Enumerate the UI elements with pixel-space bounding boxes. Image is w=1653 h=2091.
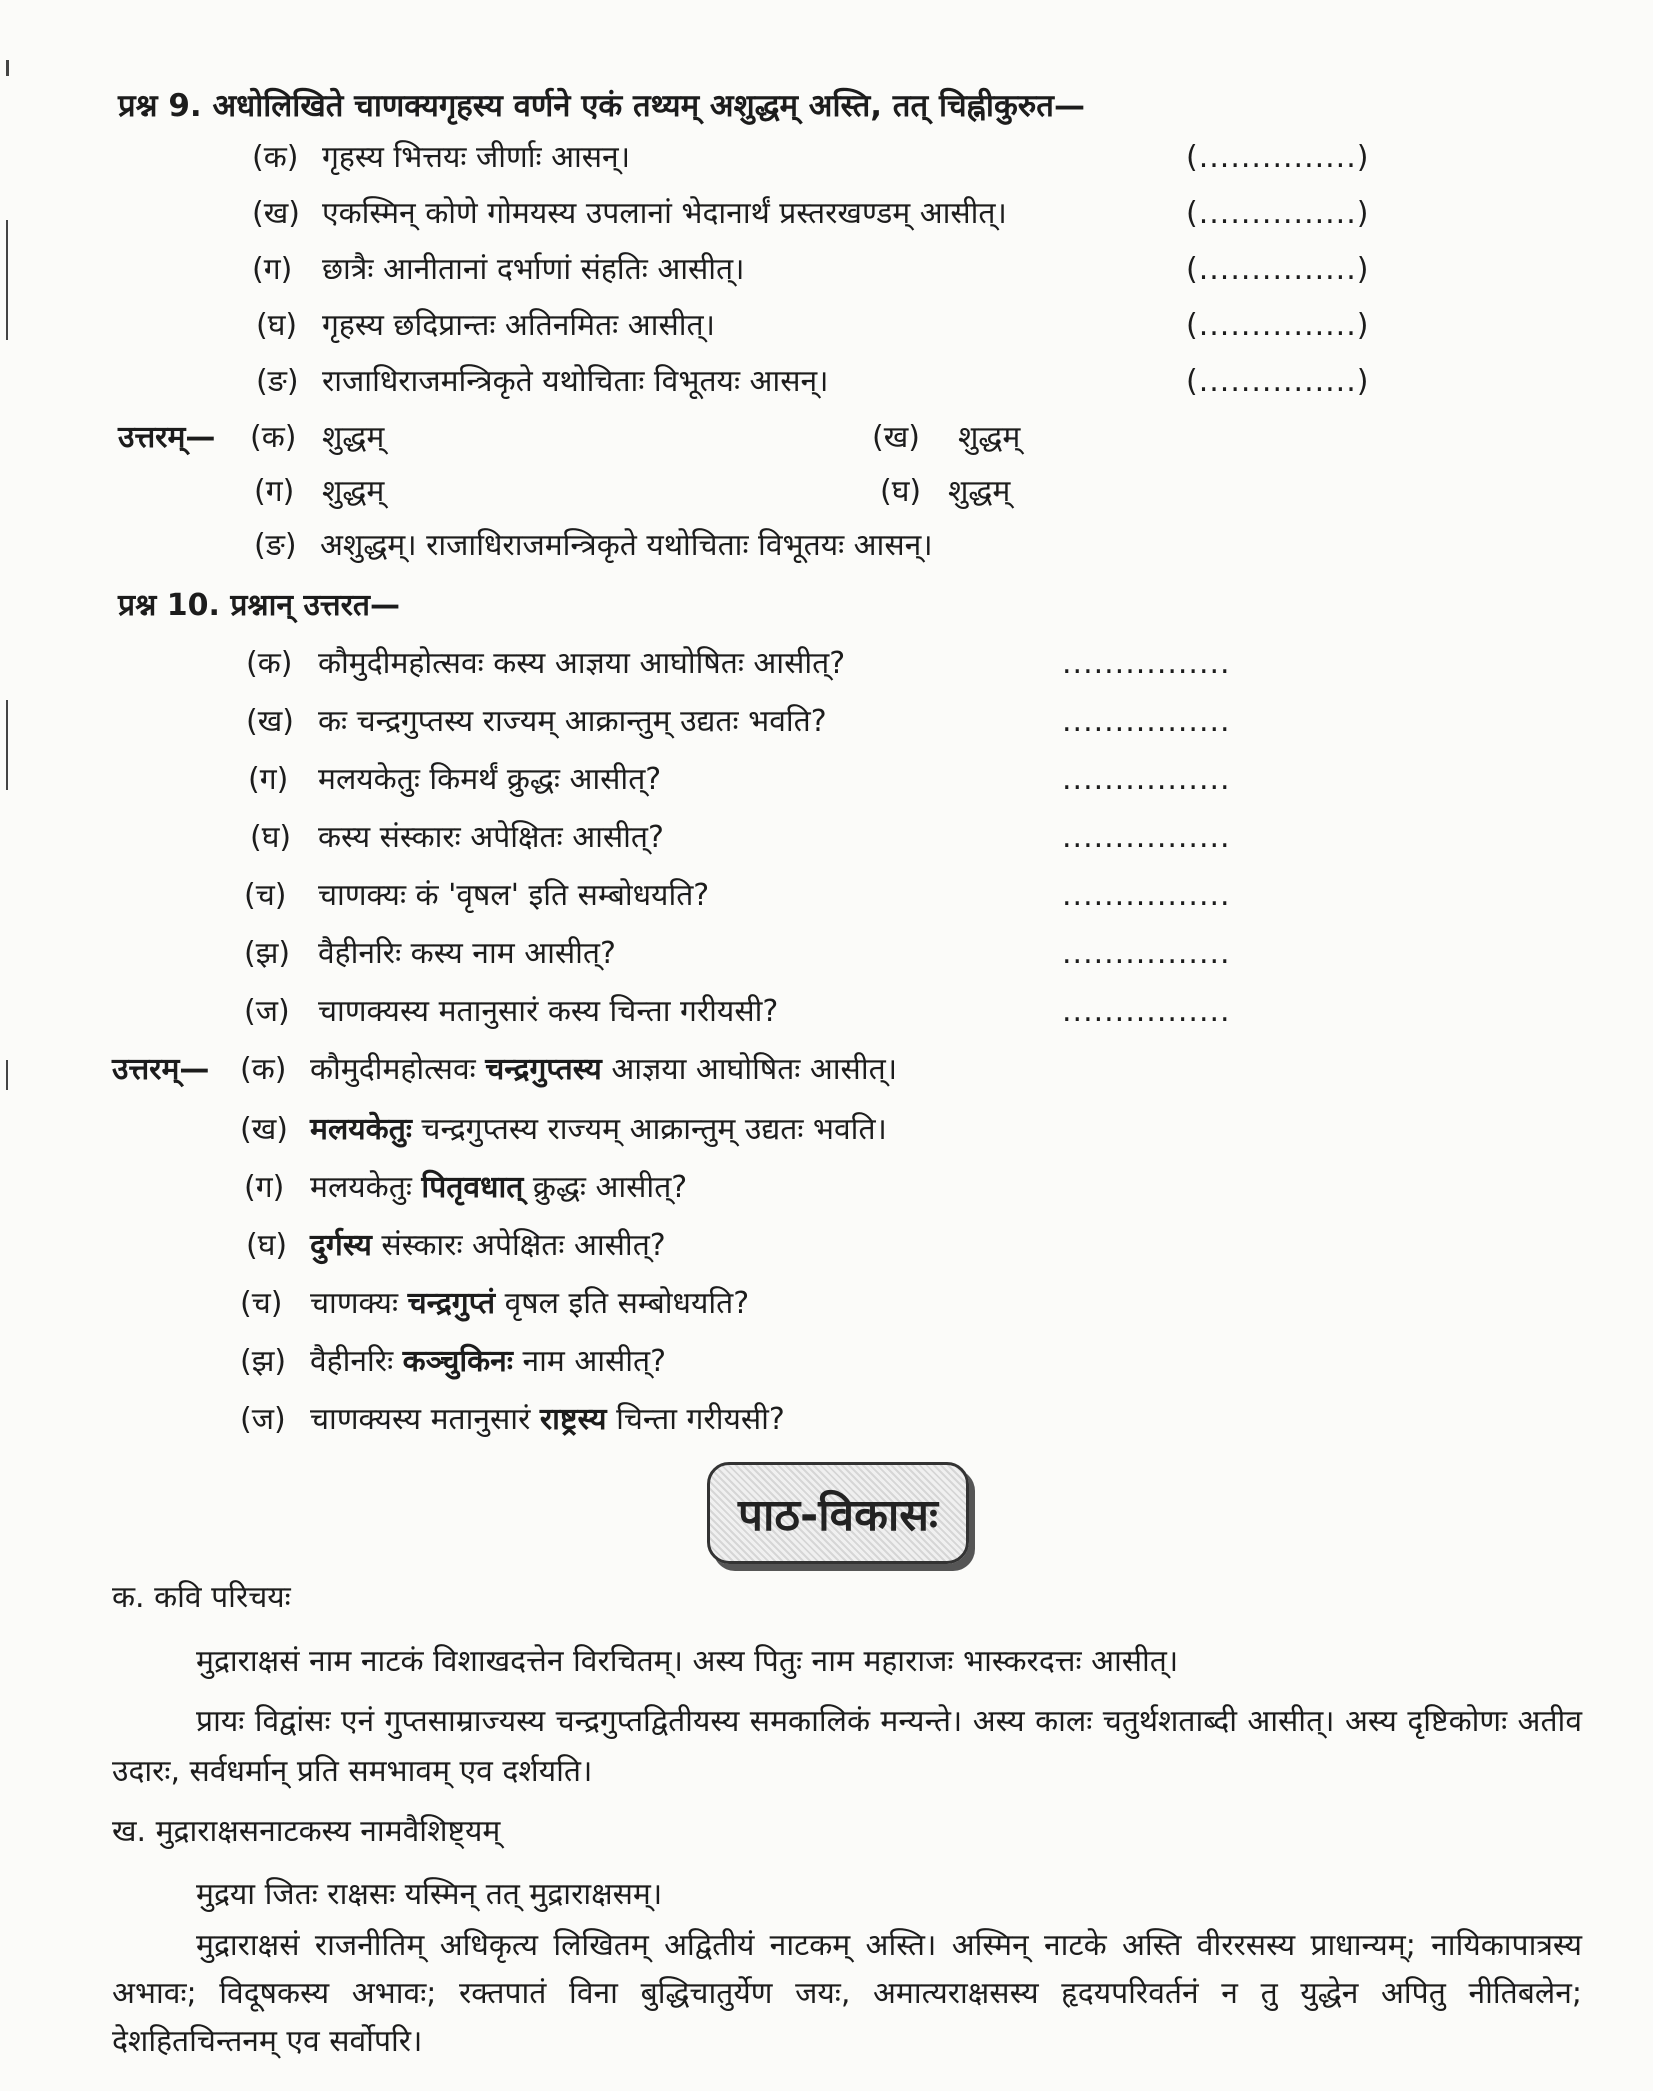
naam-heading: ख. मुद्राराक्षसनाटकस्य नामवैशिष्ट्यम् — [112, 1814, 501, 1849]
answer-pre: मलयकेतुः — [310, 1170, 422, 1205]
q9-item-text: राजाधिराजमन्त्रिकृते यथोचिताः विभूतयः आसन्। — [322, 364, 829, 399]
q10-answer-text — [310, 1110, 887, 1150]
answer-post: नाम आसीत्? — [512, 1344, 667, 1379]
q10-answer-label: उत्तरम्— — [112, 1052, 210, 1087]
q10-item-blank: ................ — [1062, 994, 1231, 1029]
q9-item-label: (ख) — [252, 196, 300, 231]
answer-key: पितृवधात् — [421, 1170, 524, 1205]
q10-item-text: कौमुदीमहोत्सवः कस्य आज्ञया आघोषितः आसीत्? — [318, 646, 846, 681]
q10-item-blank: ................ — [1062, 936, 1231, 971]
answer-post: चिन्ता गरीयसी? — [606, 1402, 785, 1437]
answer-post: वृषल इति सम्बोधयति? — [495, 1286, 750, 1321]
q9-title: प्रश्न 9. अधोलिखिते चाणक्यगृहस्य वर्णने एकं तथ्यम् अशुद्धम् अस्ति, तत् चिह्नीकुरुत— — [118, 88, 1085, 124]
q10-item-text: कः चन्द्रगुप्तस्य राज्यम् आक्रान्तुम् उद्यतः भवति? — [318, 704, 827, 739]
answer-pre: कौमुदीमहोत्सवः — [310, 1052, 486, 1087]
q10-item-label: (ख) — [246, 704, 294, 739]
q10-answer-label: (ज) — [240, 1402, 286, 1437]
q9-answer-text: अशुद्धम्। राजाधिराजमन्त्रिकृते यथोचिताः विभूतयः आसन्। — [320, 528, 933, 563]
q10-answer-text — [310, 1050, 897, 1090]
q10-answer-label: (घ) — [246, 1228, 288, 1263]
answer-key: मलयकेतुः — [310, 1112, 412, 1147]
q9-answer-text: शुद्धम् — [322, 474, 385, 509]
scan-edge-mark — [6, 220, 8, 340]
q10-answer-text — [310, 1400, 785, 1440]
q9-item-label: (घ) — [256, 308, 298, 343]
q10-answer-label: (च) — [240, 1286, 283, 1321]
q9-item-text: गृहस्य भित्तयः जीर्णाः आसन्। — [322, 140, 631, 175]
q10-answer-label: (झ) — [240, 1344, 287, 1379]
q9-answer-label-kha: (ख) — [872, 420, 920, 455]
q10-item-label: (च) — [244, 878, 287, 913]
q10-answer-text — [310, 1342, 666, 1382]
q9-item-text: छात्रैः आनीतानां दर्भाणां संहतिः आसीत्। — [322, 252, 745, 287]
answer-post: संस्कारः अपेक्षितः आसीत्? — [371, 1228, 666, 1263]
q10-title: प्रश्न 10. प्रश्नान् उत्तरत— — [118, 588, 400, 623]
q10-item-text: कस्य संस्कारः अपेक्षितः आसीत्? — [318, 820, 664, 855]
q9-item-blank: (...............) — [1186, 252, 1370, 287]
q10-answer-text — [310, 1226, 666, 1266]
answer-post: क्रुद्धः आसीत्? — [523, 1170, 688, 1205]
q10-item-label: (ज) — [244, 994, 290, 1029]
q9-answer-text: शुद्धम् — [958, 420, 1021, 455]
q10-item-text: मलयकेतुः किमर्थं क्रुद्धः आसीत्? — [318, 762, 662, 797]
kavi-heading: क. कवि परिचयः — [112, 1580, 291, 1615]
q9-answer-label-gha: (घ) — [880, 474, 922, 509]
q9-answer-label: उत्तरम्— — [118, 420, 216, 455]
q10-item-text: चाणक्यः कं 'वृषल' इति सम्बोधयति? — [318, 878, 710, 913]
kavi-paragraph-1: मुद्राराक्षसं नाम नाटकं विशाखदत्तेन विरचितम्। अस्य पितुः नाम महाराजः भास्करदत्तः आसीत्। — [196, 1644, 1179, 1679]
scan-edge-mark — [6, 60, 9, 76]
q9-answer-label-ga: (ग) — [254, 474, 295, 509]
kavi-paragraph-2: प्रायः विद्वांसः एनं गुप्तसाम्राज्यस्य चन्द्रगुप्तद्वितीयस्य समकालिकं मन्यन्ते। अस्य कालः चतुर्थशताब्दी आसीत्। अस्य दृष्टिकोणः अतीव उदारः, सर्वधर्मान् प्रति समभावम् एव दर्शयति। — [112, 1704, 1582, 1789]
q9-answer-label-ka: (क) — [250, 420, 297, 455]
section-badge: पाठ-विकासः — [707, 1462, 969, 1564]
answer-pre: वैहीनरिः — [310, 1344, 403, 1379]
q10-item-label: (ग) — [248, 762, 289, 797]
answer-key: राष्ट्रस्य — [539, 1402, 607, 1437]
naam-paragraph-2: मुद्राराक्षसं राजनीतिम् अधिकृत्य लिखितम् अद्वितीयं नाटकम् अस्ति। अस्मिन् नाटके अस्ति वीररसस्य प्राधान्यम्; नायिकापात्रस्य अभावः; विदूषकस्य अभावः; रक्तपातं विना बुद्धिचातुर्येण जयः, अमात्यराक्षसस्य हृदयपरिवर्तनं न तु युद्धेन अपितु नीतिबलेन; देशहितचिन्तनम् एव सर्वोपरि। — [112, 1928, 1582, 2059]
q10-answer-text — [310, 1284, 749, 1324]
answer-key: कञ्चुकिनः — [402, 1344, 513, 1379]
q9-item-blank: (...............) — [1186, 196, 1370, 231]
q10-item-label: (क) — [246, 646, 293, 681]
q9-item-label: (क) — [252, 140, 299, 175]
q9-item-label: (ङ) — [256, 364, 299, 399]
q9-item-blank: (...............) — [1186, 140, 1370, 175]
q10-item-label: (घ) — [250, 820, 292, 855]
q10-answer-label: (क) — [240, 1052, 287, 1087]
q9-item-blank: (...............) — [1186, 308, 1370, 343]
q9-answer-text: शुद्धम् — [322, 420, 385, 455]
q9-item-blank: (...............) — [1186, 364, 1370, 399]
naam-paragraph-1: मुद्रया जितः राक्षसः यस्मिन् तत् मुद्राराक्षसम्। — [196, 1877, 663, 1912]
q9-answer-label-nga: (ङ) — [254, 528, 297, 563]
answer-pre: चाणक्यस्य मतानुसारं — [310, 1402, 540, 1437]
q9-item-text: एकस्मिन् कोणे गोमयस्य उपलानां भेदानार्थं प्रस्तरखण्डम् आसीत्। — [322, 196, 1007, 231]
scan-edge-mark — [6, 700, 8, 790]
q10-item-blank: ................ — [1062, 762, 1231, 797]
answer-post: आज्ञया आघोषितः आसीत्। — [601, 1052, 898, 1087]
q10-answer-label: (ग) — [244, 1170, 285, 1205]
q10-item-text: वैहीनरिः कस्य नाम आसीत्? — [318, 936, 616, 971]
answer-key: चन्द्रगुप्तं — [407, 1286, 496, 1321]
answer-key: चन्द्रगुप्तस्य — [485, 1052, 602, 1087]
answer-pre: चाणक्यः — [310, 1286, 408, 1321]
scan-edge-mark — [6, 1060, 8, 1090]
q10-answer-label: (ख) — [240, 1112, 288, 1147]
answer-key: दुर्गस्य — [310, 1228, 372, 1263]
answer-post: चन्द्रगुप्तस्य राज्यम् आक्रान्तुम् उद्यतः भवति। — [411, 1112, 887, 1147]
q9-item-label: (ग) — [252, 252, 293, 287]
q10-answer-text — [310, 1168, 687, 1208]
q10-item-blank: ................ — [1062, 646, 1231, 681]
q10-item-text: चाणक्यस्य मतानुसारं कस्य चिन्ता गरीयसी? — [318, 994, 779, 1029]
q9-item-text: गृहस्य छदिप्रान्तः अतिनमितः आसीत्। — [322, 308, 715, 343]
q10-item-blank: ................ — [1062, 878, 1231, 913]
q10-item-label: (झ) — [244, 936, 291, 971]
q9-answer-text: शुद्धम् — [948, 474, 1011, 509]
q10-item-blank: ................ — [1062, 820, 1231, 855]
q10-item-blank: ................ — [1062, 704, 1231, 739]
